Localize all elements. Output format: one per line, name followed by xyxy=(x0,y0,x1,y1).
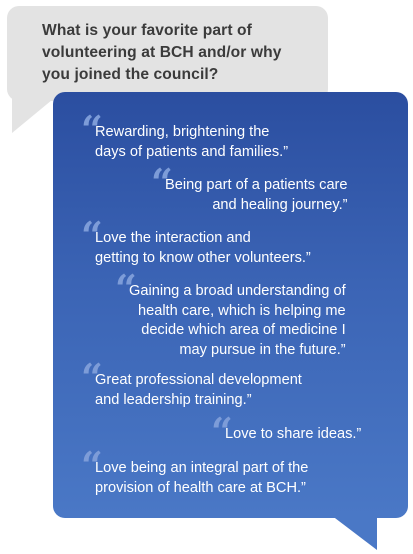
quote-3 xyxy=(81,213,311,268)
quote-mark-icon: “ xyxy=(115,266,137,311)
quote-4 xyxy=(115,266,346,360)
question-bubble-tail xyxy=(12,95,58,133)
question-line: What is your favorite part of xyxy=(42,22,252,39)
quote-line: and healing journey.” xyxy=(212,196,348,213)
quote-line: may pursue in the future.” xyxy=(179,341,346,358)
answers-bubble-tail xyxy=(331,515,377,550)
quote-line: health care, which is helping me xyxy=(137,302,346,319)
quote-mark-icon: “ xyxy=(81,443,103,488)
quote-line: Great professional development xyxy=(95,372,302,388)
quote-line: days of patients and families.” xyxy=(95,143,289,160)
quote-mark-icon: “ xyxy=(211,409,233,454)
quote-line: Love the interaction and xyxy=(95,230,251,246)
quote-line: and leadership training.” xyxy=(95,391,252,408)
quote-6 xyxy=(211,409,362,454)
quote-2 xyxy=(151,160,348,215)
question-bubble xyxy=(7,6,328,101)
quote-line: decide which area of medicine I xyxy=(141,322,346,338)
quote-5 xyxy=(81,355,302,410)
quote-1 xyxy=(81,107,289,162)
quote-line: getting to know other volunteers.” xyxy=(95,249,311,266)
quote-mark-icon: “ xyxy=(81,107,103,152)
quote-line: Rewarding, brightening the xyxy=(95,124,270,140)
quote-line: provision of health care at BCH.” xyxy=(95,479,306,496)
quote-mark-icon: “ xyxy=(151,160,173,205)
question-line: you joined the council? xyxy=(42,66,219,83)
quote-line: Love to share ideas.” xyxy=(225,426,362,442)
question-text xyxy=(42,20,312,86)
quote-line: Being part of a patients care xyxy=(165,177,348,193)
question-line: volunteering at BCH and/or why xyxy=(42,44,282,61)
quote-mark-icon: “ xyxy=(81,355,103,400)
quote-line: Gaining a broad understanding of xyxy=(129,283,346,299)
quote-mark-icon: “ xyxy=(81,213,103,258)
quote-line: Love being an integral part of the xyxy=(95,460,309,476)
quote-7 xyxy=(81,443,309,498)
